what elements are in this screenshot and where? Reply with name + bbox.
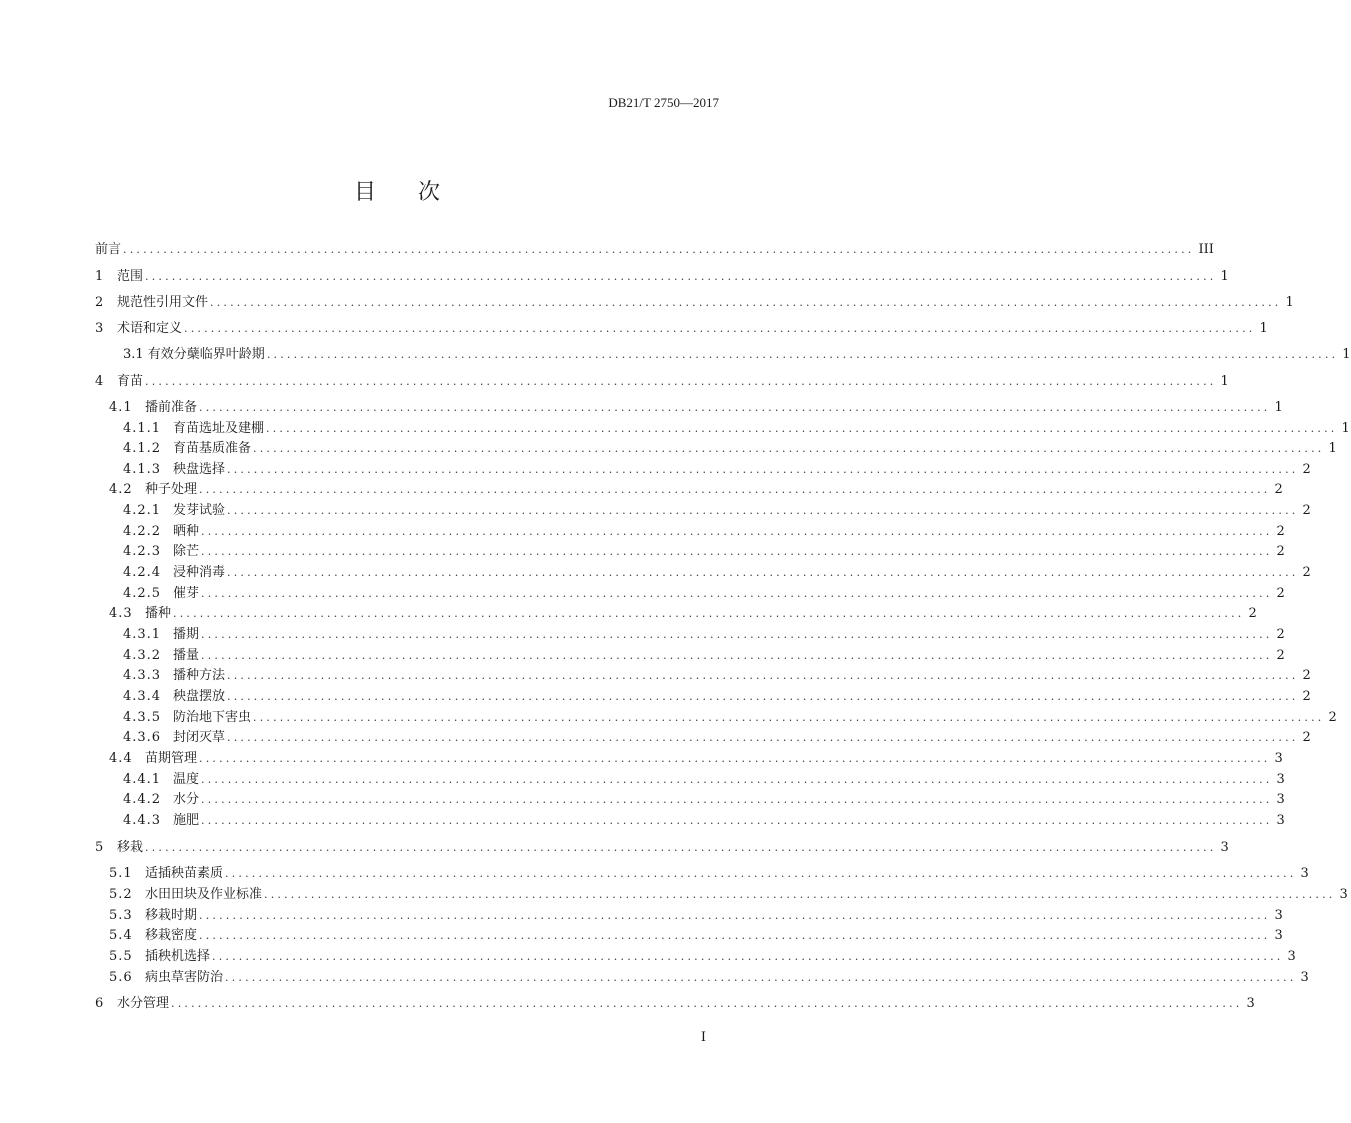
toc-entry[interactable]: [95, 370, 1229, 390]
toc-entry[interactable]: [95, 417, 1350, 437]
toc-entry-page: 1: [1285, 295, 1294, 310]
toc-leader-dots: ................................................................................................................................................................: [212, 950, 1284, 963]
toc-entry-number: 4.3.4: [123, 689, 162, 704]
toc-entry-number: 4.1.3: [123, 462, 162, 477]
toc-entry-page: 2: [1274, 482, 1283, 497]
toc-entry-text: 育苗选址及建棚: [173, 421, 265, 436]
toc-leader-dots: ................................................................................................................................................................: [264, 888, 1336, 901]
toc-entry-number: 4.2.3: [123, 544, 162, 559]
toc-entry-number: 5.6: [109, 970, 133, 985]
toc-entry-text: 水分: [173, 792, 200, 807]
toc-leader-dots: ................................................................................................................................................................: [201, 649, 1273, 662]
toc-entry[interactable]: [95, 540, 1285, 560]
toc-leader-dots: ................................................................................................................................................................: [227, 504, 1299, 517]
toc-entry[interactable]: [95, 768, 1285, 788]
toc-entry-text: 插秧机选择: [145, 949, 211, 964]
toc-leader-dots: ................................................................................................................................................................: [123, 243, 1195, 256]
toc-entry-number: 6: [95, 996, 104, 1011]
toc-entry-page: 3: [1276, 792, 1285, 807]
toc-leader-dots: ................................................................................................................................................................: [199, 929, 1271, 942]
toc-entry-label: [123, 627, 201, 643]
toc-entry-text: 水分管理: [117, 996, 170, 1011]
toc-entry-number: 5: [95, 840, 104, 855]
toc-entry-text: 播量: [173, 648, 200, 663]
toc-entry-number: 5.3: [109, 908, 133, 923]
title-part-2: 次: [418, 180, 441, 205]
toc-leader-dots: ................................................................................................................................................................: [201, 587, 1273, 600]
toc-entry-page: 3: [1276, 813, 1285, 828]
toc-entry-page: 1: [1220, 374, 1229, 389]
toc-entry[interactable]: [95, 747, 1283, 767]
toc-entry-text: 除芒: [173, 544, 200, 559]
doc-code: DB21/T 2750—2017: [608, 95, 719, 110]
toc-entry-page: 3: [1246, 996, 1255, 1011]
toc-entry-label: [123, 503, 227, 519]
toc-entry-label: [109, 866, 225, 882]
toc-entry-text: 播种方法: [173, 668, 226, 683]
toc-entry[interactable]: [95, 291, 1294, 311]
toc-leader-dots: ................................................................................................................................................................: [199, 483, 1271, 496]
toc-entry-text: 水田田块及作业标准: [145, 887, 263, 902]
toc-entry-page: 2: [1276, 544, 1285, 559]
toc-entry[interactable]: [95, 602, 1257, 622]
toc-entry-label: [123, 524, 201, 540]
toc-entry-label: [109, 606, 173, 622]
toc-entry[interactable]: [95, 343, 1351, 363]
toc-entry[interactable]: [95, 478, 1283, 498]
toc-entry-number: 4.2.2: [123, 524, 162, 539]
toc-entry-page: 2: [1302, 668, 1311, 683]
toc-entry-page: 3: [1276, 772, 1285, 787]
toc-entry[interactable]: [95, 437, 1337, 457]
toc-leader-dots: ................................................................................................................................................................: [227, 731, 1299, 744]
toc-entry[interactable]: [95, 685, 1311, 705]
toc-entry-page: 3: [1339, 887, 1348, 902]
toc-entry-text: 封闭灭草: [173, 730, 226, 745]
toc-entry[interactable]: [95, 945, 1296, 965]
toc-leader-dots: ................................................................................................................................................................: [227, 463, 1299, 476]
title-part-1: 目: [353, 180, 376, 205]
toc-entry-text: 适插秧苗素质: [145, 866, 224, 881]
toc-entry-text: 温度: [173, 772, 200, 787]
toc-entry-number: 4.3.3: [123, 668, 162, 683]
toc-entry-text: 浸种消毒: [173, 565, 226, 580]
toc-entry-label: [109, 970, 225, 986]
toc-entry-text: 秧盘摆放: [173, 689, 226, 704]
toc-entry-number: 4.1: [109, 400, 133, 415]
toc-entry-text: 防治地下害虫: [173, 710, 252, 725]
toc-entry-text: 晒种: [173, 524, 200, 539]
toc-leader-dots: ................................................................................................................................................................: [145, 375, 1217, 388]
toc-entry-label: [95, 840, 145, 856]
toc-entry[interactable]: [95, 520, 1285, 540]
toc-entry-label: [109, 928, 199, 944]
toc-entry-label: [95, 242, 123, 258]
toc-leader-dots: ................................................................................................................................................................: [199, 909, 1271, 922]
toc-entry[interactable]: [95, 582, 1285, 602]
toc-entry-page: 1: [1341, 421, 1350, 436]
toc-entry-number: 4.2.4: [123, 565, 162, 580]
toc-entry[interactable]: [95, 966, 1309, 986]
toc-entry-text: 播前准备: [145, 400, 198, 415]
toc-entry-text: 播种: [145, 606, 172, 621]
toc-entry-page: 3: [1220, 840, 1229, 855]
toc-entry-text: 移栽: [117, 840, 144, 855]
toc-entry-label: [123, 730, 227, 746]
toc-entry-label: [109, 949, 212, 965]
page-title: [0, 175, 794, 206]
toc-entry-label: [123, 565, 227, 581]
toc-entry-page: 2: [1328, 710, 1337, 725]
toc-entry-page: 1: [1220, 269, 1229, 284]
toc-entry-text: 播期: [173, 627, 200, 642]
toc-leader-dots: ................................................................................................................................................................: [210, 296, 1282, 309]
toc-leader-dots: ................................................................................................................................................................: [266, 348, 1339, 361]
toc-entry-text: 秧盘选择: [173, 462, 226, 477]
toc-entry-number: 4.4.1: [123, 772, 162, 787]
toc-entry-page: 1: [1342, 347, 1351, 362]
toc-leader-dots: ................................................................................................................................................................: [201, 773, 1273, 786]
toc-entry-number: 5.1: [109, 866, 133, 881]
toc-entry-label: [123, 441, 253, 457]
toc-leader-dots: ................................................................................................................................................................: [201, 545, 1273, 558]
toc-entry[interactable]: [95, 992, 1255, 1012]
toc-entry-page: 2: [1276, 524, 1285, 539]
toc-entry-label: [123, 648, 201, 664]
toc-entry[interactable]: [95, 904, 1283, 924]
toc-entry-label: [123, 544, 201, 560]
toc-entry[interactable]: [95, 499, 1311, 519]
footer-page-number: I: [700, 1030, 706, 1045]
toc-leader-dots: ................................................................................................................................................................: [227, 690, 1299, 703]
toc-entry-text: 移栽密度: [145, 928, 198, 943]
toc-entry-text: 育苗基质准备: [173, 441, 252, 456]
toc-leader-dots: ................................................................................................................................................................: [266, 422, 1338, 435]
toc-entry-text: 前言: [95, 242, 122, 257]
toc-entry-page: 1: [1328, 441, 1337, 456]
toc-entry-label: [123, 462, 227, 478]
toc-entry-label: [123, 668, 227, 684]
toc-entry-label: [123, 689, 227, 705]
toc-entry-text: 催芽: [173, 586, 200, 601]
toc-entry[interactable]: [95, 726, 1311, 746]
toc-entry[interactable]: [95, 623, 1285, 643]
toc-entry-page: 1: [1274, 400, 1283, 415]
toc-leader-dots: ................................................................................................................................................................: [199, 401, 1271, 414]
toc-entry-number: 4.3.5: [123, 710, 162, 725]
toc-entry-label: [109, 751, 199, 767]
toc-entry-number: 4.4.3: [123, 813, 162, 828]
toc-entry[interactable]: [95, 458, 1311, 478]
toc-entry[interactable]: [95, 924, 1283, 944]
toc-entry-number: 4.2.5: [123, 586, 162, 601]
toc-entry-text: 发芽试验: [173, 503, 226, 518]
toc-entry-text: 3.1 有效分蘖临界叶龄期: [123, 347, 265, 362]
toc-entry-number: 4.3: [109, 606, 133, 621]
toc-leader-dots: ................................................................................................................................................................: [227, 566, 1299, 579]
toc-entry[interactable]: [95, 396, 1283, 416]
toc-entry-page: 3: [1274, 928, 1283, 943]
toc-leader-dots: ................................................................................................................................................................: [201, 814, 1273, 827]
toc-entry-page: 2: [1276, 648, 1285, 663]
toc-entry-label: [109, 887, 264, 903]
toc-entry-number: 2: [95, 295, 104, 310]
toc-leader-dots: ................................................................................................................................................................: [145, 841, 1217, 854]
toc-entry-page: 2: [1302, 730, 1311, 745]
toc-entry-label: [123, 421, 266, 437]
toc-entry-number: 4.3.6: [123, 730, 162, 745]
toc-leader-dots: ................................................................................................................................................................: [201, 628, 1273, 641]
toc-entry-number: 4: [95, 374, 104, 389]
toc-entry-page: 3: [1274, 908, 1283, 923]
toc-entry[interactable]: [95, 317, 1268, 337]
toc-entry[interactable]: [95, 836, 1229, 856]
toc-entry-label: [123, 710, 253, 726]
toc-entry-label: [123, 792, 201, 808]
toc-leader-dots: ................................................................................................................................................................: [225, 867, 1297, 880]
toc-entry-label: [123, 347, 267, 363]
toc-entry[interactable]: [95, 862, 1309, 882]
toc-entry[interactable]: [95, 788, 1285, 808]
toc-entry-label: [95, 321, 184, 337]
toc-entry[interactable]: [95, 883, 1348, 903]
toc-entry-text: 范围: [117, 269, 144, 284]
toc-entry-number: 5.4: [109, 928, 133, 943]
toc-entry-number: 4.2: [109, 482, 133, 497]
toc-entry-text: 育苗: [117, 374, 144, 389]
toc-entry-label: [95, 374, 145, 390]
toc-entry-text: 种子处理: [145, 482, 198, 497]
toc-entry[interactable]: [95, 238, 1214, 258]
toc-entry-text: 规范性引用文件: [117, 295, 209, 310]
toc-leader-dots: ................................................................................................................................................................: [201, 525, 1273, 538]
toc-leader-dots: ................................................................................................................................................................: [227, 669, 1299, 682]
toc-entry-page: 3: [1287, 949, 1296, 964]
toc-leader-dots: ................................................................................................................................................................: [225, 971, 1297, 984]
toc-entry-label: [123, 586, 201, 602]
toc-entry[interactable]: [95, 809, 1285, 829]
toc-entry-number: 4.1.2: [123, 441, 162, 456]
toc-leader-dots: ................................................................................................................................................................: [171, 997, 1243, 1010]
toc-entry-text: 病虫草害防治: [145, 970, 224, 985]
toc-entry-label: [95, 996, 171, 1012]
toc-leader-dots: ................................................................................................................................................................: [173, 607, 1245, 620]
toc-entry-label: [109, 908, 199, 924]
toc-entry-label: [123, 772, 201, 788]
toc-leader-dots: ................................................................................................................................................................: [201, 793, 1273, 806]
toc-entry[interactable]: [95, 706, 1337, 726]
toc-entry-number: 4.1.1: [123, 421, 162, 436]
toc-entry[interactable]: [95, 664, 1311, 684]
toc-leader-dots: ................................................................................................................................................................: [199, 752, 1271, 765]
toc-entry-text: 移栽时期: [145, 908, 198, 923]
toc-entry-page: 3: [1300, 970, 1309, 985]
toc-leader-dots: ................................................................................................................................................................: [253, 442, 1325, 455]
toc-leader-dots: ................................................................................................................................................................: [253, 711, 1325, 724]
toc-entry-number: 4.4.2: [123, 792, 162, 807]
toc-entry-label: [123, 813, 201, 829]
toc-entry-page: 2: [1248, 606, 1257, 621]
toc-entry-number: 4.2.1: [123, 503, 162, 518]
toc-entry-page: 2: [1276, 627, 1285, 642]
toc-entry-page: 3: [1274, 751, 1283, 766]
toc-entry-text: 苗期管理: [145, 751, 198, 766]
toc-entry-number: 4.3.2: [123, 648, 162, 663]
toc-entry-page: III: [1198, 242, 1214, 257]
toc-entry-number: 4.3.1: [123, 627, 162, 642]
toc-entry-page: 2: [1302, 689, 1311, 704]
toc-entry-number: 5.5: [109, 949, 133, 964]
toc-entry-number: 4.4: [109, 751, 133, 766]
toc-entry-text: 术语和定义: [117, 321, 183, 336]
toc-entry[interactable]: [95, 561, 1311, 581]
toc-entry-label: [95, 295, 210, 311]
toc-entry[interactable]: [95, 644, 1285, 664]
toc-entry-label: [109, 400, 199, 416]
toc-entry-number: 5.2: [109, 887, 133, 902]
toc-entry-label: [95, 269, 145, 285]
toc-entry-number: 1: [95, 269, 104, 284]
toc-entry-page: 3: [1300, 866, 1309, 881]
toc-entry-page: 2: [1302, 503, 1311, 518]
toc-leader-dots: ................................................................................................................................................................: [184, 322, 1256, 335]
toc-entry-page: 2: [1276, 586, 1285, 601]
toc-entry-number: 3: [95, 321, 104, 336]
toc-entry[interactable]: [95, 265, 1229, 285]
toc-entry-page: 2: [1302, 462, 1311, 477]
toc-entry-text: 施肥: [173, 813, 200, 828]
toc-entry-page: 1: [1259, 321, 1268, 336]
toc-entry-page: 2: [1302, 565, 1311, 580]
toc-entry-label: [109, 482, 199, 498]
toc-leader-dots: ................................................................................................................................................................: [145, 270, 1217, 283]
